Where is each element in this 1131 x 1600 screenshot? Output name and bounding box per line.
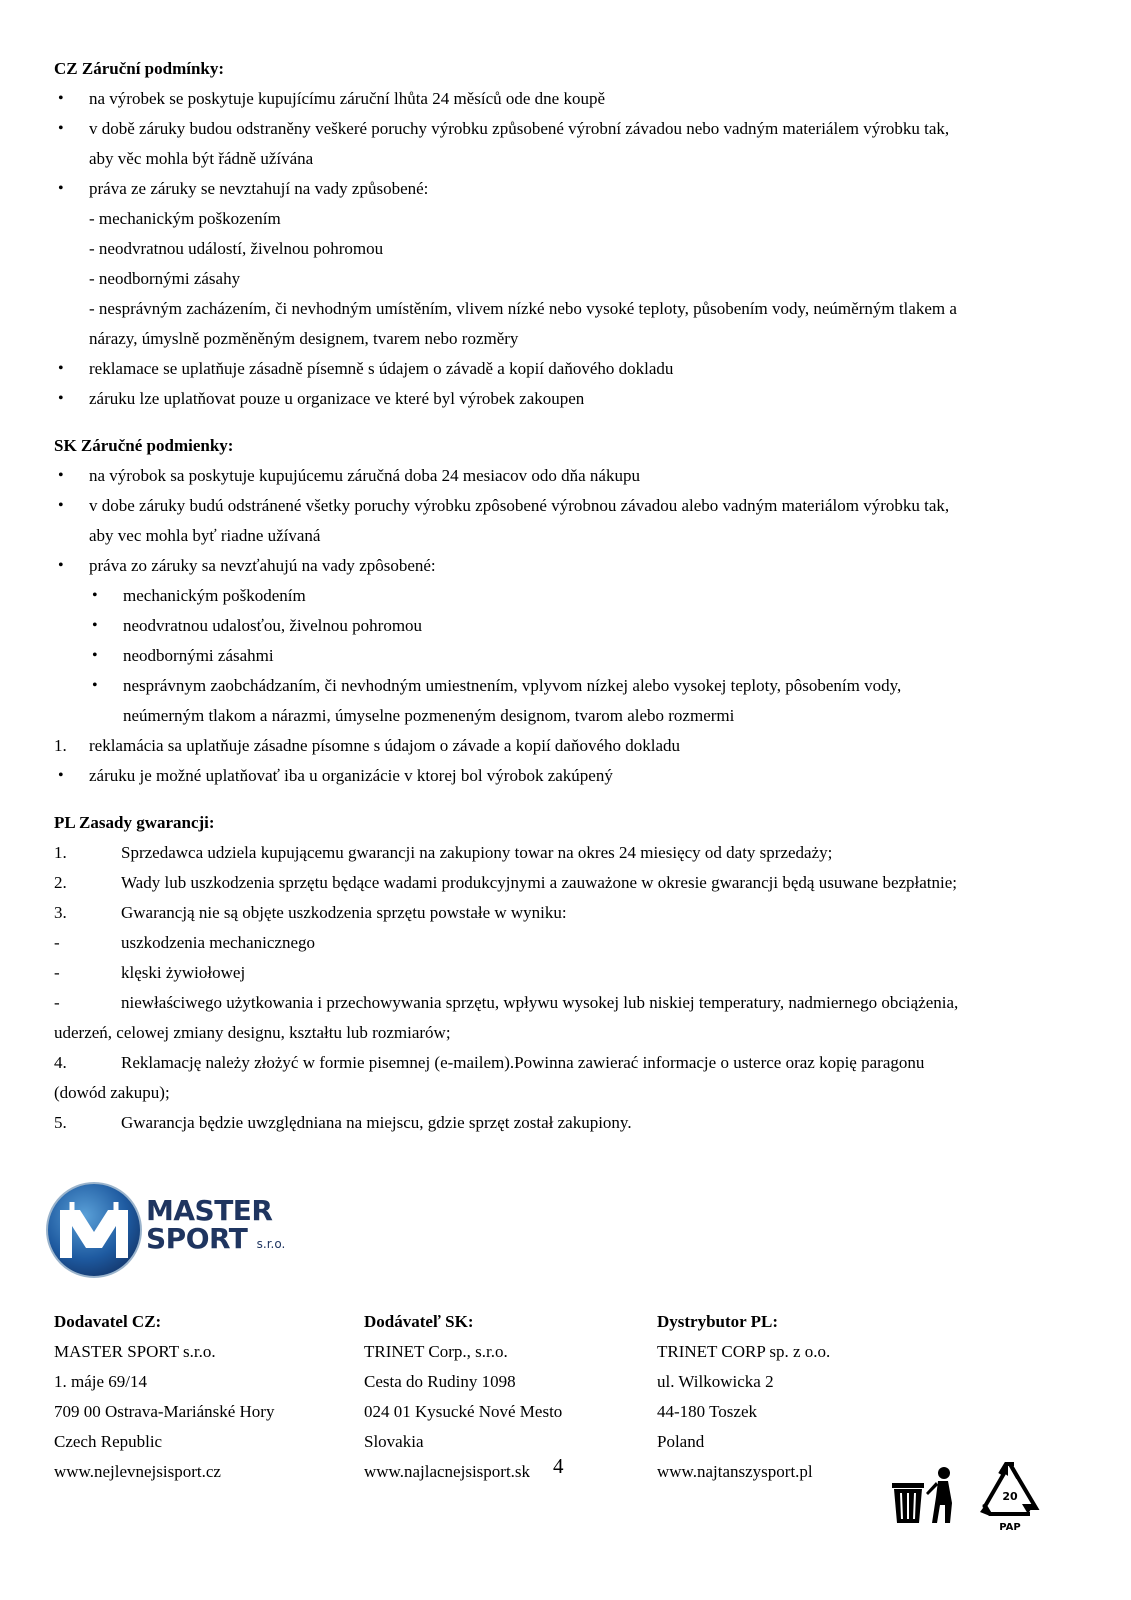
supplier-cz (54, 1307, 274, 1487)
supplier-line: 709 00 Ostrava-Mariánské Hory (54, 1402, 275, 1421)
cz-section (54, 54, 1084, 414)
sk-item-number: 1. (54, 736, 67, 755)
pl-item-continued: (dowód zakupu); (54, 1083, 170, 1102)
supplier-line: 44-180 Toszek (657, 1402, 758, 1421)
cz-defect: - mechanickým poškozením (89, 209, 281, 228)
sk-item: • práva zo záruky sa nevzťahujú na vady zpôsobené: (54, 551, 1084, 581)
pl-item (54, 928, 1084, 958)
pl-marker: - (54, 933, 60, 952)
supplier-website: www.najlacnejsisport.sk (364, 1462, 531, 1481)
pl-heading: PL Zasady gwarancji: (54, 813, 215, 832)
pl-item (54, 898, 1084, 928)
pl-marker: - (54, 993, 60, 1012)
cz-item: • reklamace se uplatňuje zásadně písemně s údajem o závadě a kopií daňového dokladu (54, 354, 1084, 384)
pl-section (54, 808, 1084, 1138)
supplier-line: 1. máje 69/14 (54, 1372, 148, 1391)
supplier-website: www.najtanszysport.pl (657, 1462, 813, 1481)
sk-subitem: • neodvratnou udalosťou, živelnou pohromou (54, 611, 1084, 641)
pl-item (54, 958, 1084, 988)
pl-item-continued: uderzeń, celowej zmiany designu, kształtu lub rozmiarów; (54, 1023, 451, 1042)
supplier-title: Dodávateľ SK: (364, 1312, 474, 1331)
sk-item: • v dobe záruky budú odstránené všetky poruchy výrobku zpôsobené výrobnou závadou alebo vadným materiálom výrobku tak, (54, 491, 1084, 521)
pl-text: Reklamację należy złożyć w formie pisemnej (e-mailem).Powinna zawierać informacje o usterce oraz kopię paragonu (121, 1053, 925, 1072)
supplier-line: Slovakia (364, 1432, 424, 1451)
supplier-line: Cesta do Rudiny 1098 (364, 1372, 516, 1391)
pl-item (54, 1108, 1084, 1138)
logo-wordmark (146, 1194, 286, 1258)
sk-subitem-continued: neúmerným tlakom a nárazmi, úmyselne pozmeneným designom, tvarom alebo rozmermi (123, 706, 735, 725)
pl-text: Wady lub uszkodzenia sprzętu będące wadami produkcyjnymi a zauważone w okresie gwarancji będą usuwane bezpłatnie; (121, 873, 958, 892)
sk-numbered-item (54, 731, 1084, 761)
pl-item (54, 988, 1084, 1018)
sk-subitem: • mechanickým poškodením (54, 581, 1084, 611)
cz-item-continued: aby věc mohla být řádně užívána (89, 149, 314, 168)
cz-item: • práva ze záruky se nevztahují na vady způsobené: (54, 174, 1084, 204)
cz-defect-continued: nárazy, úmyslně pozměněným designem, tvarem nebo rozměry (89, 329, 519, 348)
pl-text: niewłaściwego użytkowania i przechowywania sprzętu, wpływu wysokej lub niskiej temperatury, nadmiernego obciążenia, (121, 993, 959, 1012)
supplier-title: Dystrybutor PL: (657, 1312, 779, 1331)
sk-section (54, 431, 1084, 791)
recycling-icon (978, 1460, 1042, 1532)
supplier-line: TRINET Corp., s.r.o. (364, 1342, 508, 1361)
pl-text: klęski żywiołowej (121, 963, 246, 982)
sk-subitem: • neodbornými zásahmi (54, 641, 1084, 671)
sk-item-text: reklamácia sa uplatňuje zásadne písomne s údajom o závade a kopií daňového dokladu (89, 736, 681, 755)
cz-item: • v době záruky budou odstraněny veškeré poruchy výrobku způsobené výrobní závadou nebo vadným materiálem výrobku tak, (54, 114, 1084, 144)
pl-marker: 3. (54, 903, 67, 922)
cz-defect: - neodvratnou událostí, živelnou pohromou (89, 239, 384, 258)
sk-item: • záruku je možné uplatňovať iba u organizácie v ktorej bol výrobok zakúpený (54, 761, 1084, 791)
sk-item: • na výrobok sa poskytuje kupujúcemu záručná doba 24 mesiacov odo dňa nákupu (54, 461, 1084, 491)
pl-text: Gwarancją nie są objęte uszkodzenia sprzętu powstałe w wyniku: (121, 903, 567, 922)
sk-subitem: • nesprávnym zaobchádzaním, či nevhodným umiestnením, vplyvom nízkej alebo vysokej teploty, pôsobením vody, (54, 671, 1084, 701)
waste-bin-icon (890, 1465, 960, 1527)
pl-marker: - (54, 963, 60, 982)
cz-defect: - nesprávným zacházením, či nevhodným umístěním, vlivem nízké nebo vysoké teploty, působením vody, neúměrným tlakem a (89, 299, 957, 318)
supplier-pl (657, 1307, 830, 1487)
cz-item: • na výrobek se poskytuje kupujícímu záruční lhůta 24 měsíců ode dne koupě (54, 84, 1084, 114)
supplier-line: 024 01 Kysucké Nové Mesto (364, 1402, 563, 1421)
pl-marker: 1. (54, 843, 67, 862)
supplier-line: TRINET CORP sp. z o.o. (657, 1342, 831, 1361)
recycling-number: 20 (1002, 1490, 1018, 1503)
pl-text: Sprzedawca udziela kupującemu gwarancji na zakupiony towar na okres 24 miesięcy od daty sprzedaży; (121, 843, 833, 862)
cz-defect: - neodbornými zásahy (89, 269, 241, 288)
sk-heading: SK Záručné podmienky: (54, 436, 234, 455)
pl-marker: 4. (54, 1053, 67, 1072)
sk-item-continued: aby vec mohla byť riadne užívaná (89, 526, 321, 545)
logo-line2: SPORT (146, 1222, 248, 1255)
supplier-title: Dodavatel CZ: (54, 1312, 162, 1331)
pl-item (54, 868, 1084, 898)
page-number: 4 (553, 1454, 564, 1478)
supplier-line: Poland (657, 1432, 705, 1451)
recycling-code: PAP (999, 1522, 1021, 1532)
pl-marker: 5. (54, 1113, 67, 1132)
pl-item (54, 1048, 1084, 1078)
logo-suffix: s.r.o. (256, 1237, 286, 1251)
supplier-website: www.nejlevnejsisport.cz (54, 1462, 221, 1481)
logo-line1: MASTER (146, 1194, 273, 1227)
supplier-line: Czech Republic (54, 1432, 163, 1451)
supplier-line: ul. Wilkowicka 2 (657, 1372, 774, 1391)
pl-text: uszkodzenia mechanicznego (121, 933, 315, 952)
supplier-sk (364, 1307, 562, 1487)
pl-marker: 2. (54, 873, 67, 892)
supplier-line: MASTER SPORT s.r.o. (54, 1342, 216, 1361)
cz-item: • záruku lze uplatňovat pouze u organizace ve které byl výrobek zakoupen (54, 384, 1084, 414)
pl-item (54, 838, 1084, 868)
cz-heading: CZ Záruční podmínky: (54, 59, 225, 78)
pl-text: Gwarancja będzie uwzględniana na miejscu, gdzie sprzęt został zakupiony. (121, 1113, 632, 1132)
